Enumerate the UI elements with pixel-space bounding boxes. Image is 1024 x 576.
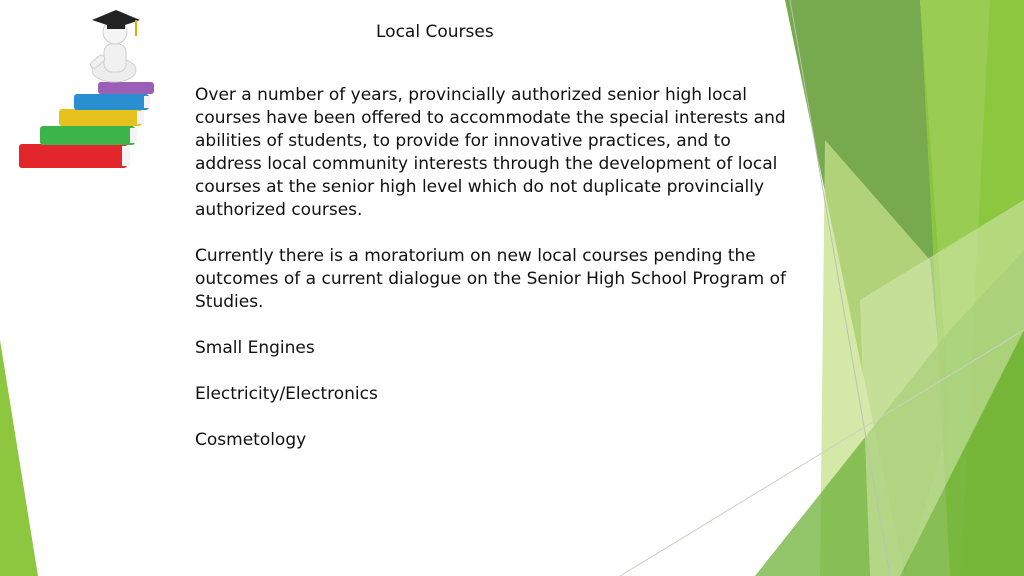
graduate-on-books-icon — [14, 8, 174, 178]
books-stack-icon — [19, 82, 154, 168]
book-purple — [98, 82, 154, 94]
left-green-sliver — [0, 340, 38, 576]
course-item: Electricity/Electronics — [195, 384, 378, 404]
intro-paragraph: Over a number of years, provincially authorized senior high local courses have been offered to accommodate the special interests and abilities of students, to provide for innovative practices, and to address local community interests through the development of local courses at the senior high level which do not duplicate provincially authorized courses. — [195, 85, 786, 220]
book-yellow — [59, 109, 142, 126]
book-red — [19, 144, 127, 168]
course-item: Cosmetology — [195, 430, 307, 450]
course-item: Small Engines — [195, 338, 315, 358]
slide-title: Local Courses — [376, 22, 494, 42]
book-green — [40, 126, 135, 145]
book-blue — [74, 94, 149, 110]
moratorium-paragraph: Currently there is a moratorium on new local courses pending the outcomes of a current dialogue on the Senior High School Program of Studies. — [195, 246, 786, 312]
graduate-figure-icon — [89, 10, 140, 82]
slide-body — [195, 84, 795, 452]
